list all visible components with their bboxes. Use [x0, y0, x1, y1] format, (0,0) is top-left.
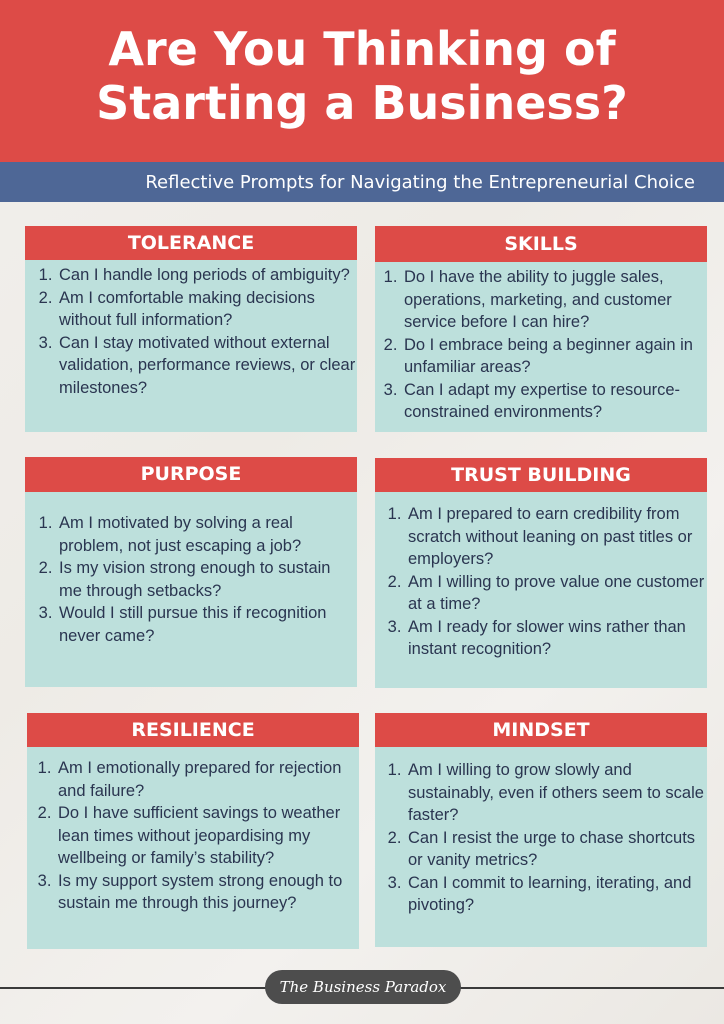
card-skills: [375, 226, 707, 432]
card-body: [27, 747, 359, 949]
list-item: 1. Am I motivated by solving a real problem, not just escaping a job?: [57, 512, 357, 557]
question-list: [375, 503, 707, 661]
title-line-1: Are You Thinking of: [108, 22, 616, 76]
card-purpose: [25, 457, 357, 687]
card-body: [375, 492, 707, 688]
list-item: 1. Am I emotionally prepared for rejection and failure?: [56, 757, 359, 802]
page-subtitle: Reflective Prompts for Navigating the Entrepreneurial Choice: [145, 172, 695, 193]
list-item: 2. Do I embrace being a beginner again in unfamiliar areas?: [402, 334, 707, 379]
card-resilience: [27, 713, 359, 949]
question-list: [25, 264, 357, 399]
list-item: 1. Am I prepared to earn credibility from scratch without leaning on past titles or employers?: [406, 503, 707, 571]
question-list: [375, 759, 707, 917]
footer-brand: The Business Paradox: [265, 970, 461, 1004]
question-list: [27, 757, 359, 915]
card-trust-building: [375, 458, 707, 688]
list-item: 3. Is my support system strong enough to sustain me through this journey?: [56, 870, 359, 915]
card-body: [375, 747, 707, 947]
list-item: 3. Can I adapt my expertise to resource-constrained environments?: [402, 379, 707, 424]
list-item: 3. Am I ready for slower wins rather than instant recognition?: [406, 616, 707, 661]
card-heading: PURPOSE: [25, 457, 357, 492]
list-item: 3. Would I still pursue this if recognition never came?: [57, 602, 357, 647]
list-item: 2. Can I resist the urge to chase shortcuts or vanity metrics?: [406, 827, 707, 872]
list-item: 2. Am I willing to prove value one customer at a time?: [406, 571, 707, 616]
card-heading: TRUST BUILDING: [375, 458, 707, 492]
list-item: 3. Can I commit to learning, iterating, and pivoting?: [406, 872, 707, 917]
list-item: 1. Do I have the ability to juggle sales, operations, marketing, and customer service before I can hire?: [402, 266, 707, 334]
list-item: 1. Am I willing to grow slowly and sustainably, even if others seem to scale faster?: [406, 759, 707, 827]
question-list: [375, 266, 707, 424]
question-list: [25, 512, 357, 647]
card-body: [375, 262, 707, 432]
list-item: 2. Do I have sufficient savings to weather lean times without jeopardising my wellbeing or family’s stability?: [56, 802, 359, 870]
title-line-2: Starting a Business?: [96, 76, 628, 130]
card-tolerance: [25, 226, 357, 432]
list-item: 2. Am I comfortable making decisions without full information?: [57, 287, 357, 332]
card-body: [25, 492, 357, 687]
page-title: [0, 22, 724, 130]
card-heading: SKILLS: [375, 226, 707, 262]
card-heading: TOLERANCE: [25, 226, 357, 260]
card-heading: MINDSET: [375, 713, 707, 747]
card-mindset: [375, 713, 707, 947]
card-body: [25, 260, 357, 432]
list-item: 2. Is my vision strong enough to sustain me through setbacks?: [57, 557, 357, 602]
list-item: 1. Can I handle long periods of ambiguity?: [57, 264, 357, 287]
card-heading: RESILIENCE: [27, 713, 359, 747]
list-item: 3. Can I stay motivated without external validation, performance reviews, or clear milestones?: [57, 332, 357, 400]
